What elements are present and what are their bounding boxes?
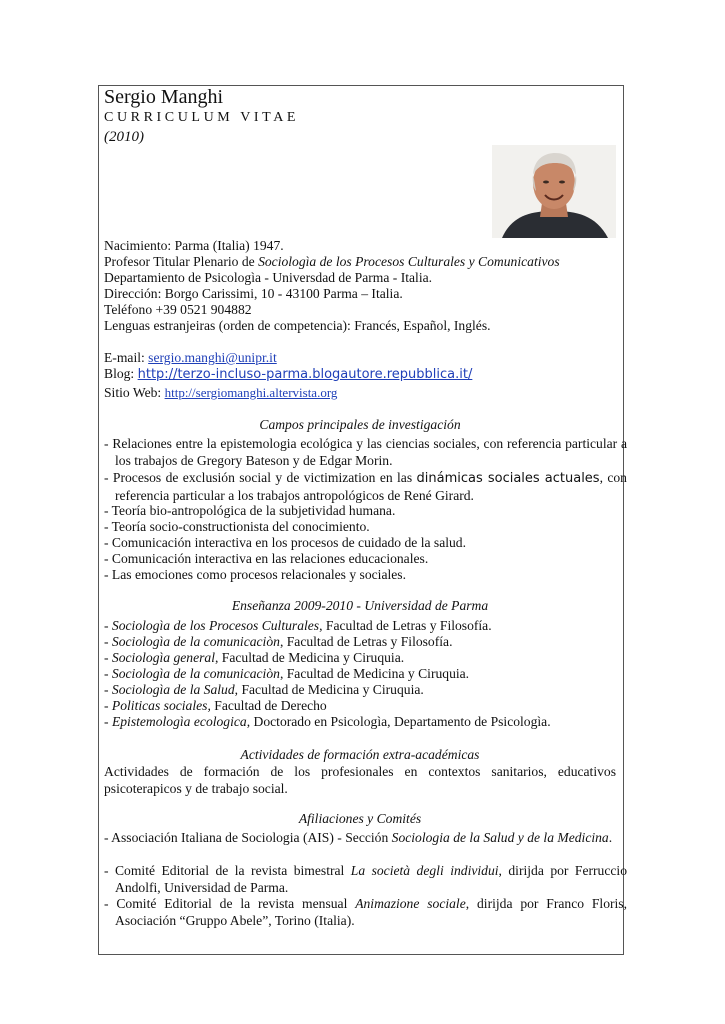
course-item xyxy=(104,714,551,730)
affiliation-part: - Associación Italiana de Sociologia (AIS) - Sección xyxy=(104,830,392,845)
affiliation-part: . xyxy=(608,830,613,845)
research-item-part: - Procesos de exclusión social y de victimization en las xyxy=(104,470,417,485)
blog-link[interactable]: http://terzo-incluso-parma.blogautore.repubblica.it/ xyxy=(137,367,473,382)
website-label: Sitio Web: xyxy=(104,385,165,400)
portrait-photo xyxy=(492,145,616,238)
birth-info: Nacimiento: Parma (Italia) 1947. xyxy=(104,238,284,253)
course-name: Epistemologìa ecologica xyxy=(111,714,247,729)
research-item: - Teoría socio-constructionista del conocimiento. xyxy=(104,519,370,534)
course-faculty: , Facultad de Medicina y Ciruquia. xyxy=(234,682,424,697)
languages: Lenguas estranjeiras (orden de competencia): Francés, Español, Inglés. xyxy=(104,318,491,333)
extra-heading: Actividades de formación extra-académicas xyxy=(240,747,480,762)
course-faculty: , Doctorado en Psicologìa, Departamento de Psicologìa. xyxy=(246,714,551,729)
affiliation-part: - Comité Editorial de la revista bimestral xyxy=(104,863,351,878)
department: Departamiento de Psicologìa - Universdad de Parma - Italia. xyxy=(104,270,433,285)
course-item xyxy=(104,618,492,634)
email-link[interactable]: sergio.manghi@unipr.it xyxy=(148,350,277,365)
research-item: - Las emociones como procesos relacionales y sociales. xyxy=(104,567,406,582)
website-line xyxy=(104,385,337,401)
research-item-part: , con referencia particular a los trabajos antropológicos de René Girard. xyxy=(115,470,627,503)
affiliation-part: , dirijda por Franco Floris, Asociación “Gruppo Abele”, Torino (Italia). xyxy=(115,896,627,928)
person-name: Sergio Manghi xyxy=(104,86,224,108)
website-link[interactable]: http://sergiomanghi.altervista.org xyxy=(164,385,338,400)
course-name: - Sociologìa de la comunicaciòn xyxy=(104,634,280,649)
blog-line xyxy=(104,366,472,383)
course-faculty: , Facultad de Letras y Filosofía. xyxy=(319,618,492,633)
email-label: E-mail: xyxy=(104,350,149,365)
affiliation-part: La società degli individui xyxy=(350,863,499,878)
course-faculty: , Facultad de Letras y Filosofía. xyxy=(279,634,453,649)
research-item: - Comunicación interactiva en las relaciones educacionales. xyxy=(104,551,429,566)
affiliation-item xyxy=(104,896,627,929)
research-item xyxy=(104,470,627,504)
cv-title: CURRICULUM VITAE xyxy=(104,110,300,125)
course-item xyxy=(104,634,452,650)
teaching-heading: Enseñanza 2009-2010 - Universidad de Parma xyxy=(231,598,489,613)
affiliation-part: - Comité Editorial de la revista mensual xyxy=(104,896,356,911)
course-name: - Sociologìa de la Salud xyxy=(104,682,235,697)
extra-text: Actividades de formación de los profesionales en contextos sanitarios, educativos psicoterapicos y de trabajo social. xyxy=(104,764,616,796)
research-item-part: dinámicas sociales actuales xyxy=(416,471,600,486)
professor-subject: Sociologìa de los Procesos Culturales y Comunicativos xyxy=(258,254,560,269)
course-item xyxy=(104,650,404,666)
course-dash: - xyxy=(104,714,112,729)
course-name: - Politicas sociales, xyxy=(104,698,211,713)
cv-year: (2010) xyxy=(104,129,144,145)
email-line xyxy=(104,350,277,366)
professor-prefix: Profesor Titular Plenario de xyxy=(104,254,259,269)
research-item: - Teoría bio-antropológica de la subjetividad humana. xyxy=(104,503,396,518)
address: Dirección: Borgo Carissimi, 10 - 43100 Parma – Italia. xyxy=(104,286,403,301)
affiliation-part: , dirijda por Ferruccio Andolfi, Universidad de Parma. xyxy=(115,863,627,895)
professor-title xyxy=(104,254,560,270)
affiliation-item xyxy=(104,863,627,896)
course-faculty: , Facultad de Medicina y Ciruquia. xyxy=(215,650,405,665)
course-name: - Sociologìa de los Procesos Culturales xyxy=(104,618,320,633)
research-item: - Relaciones entre la epistemologia ecológica y las ciencias sociales, con referencia particular a los trabajos de Gregory Bateson y de Edgar Morin. xyxy=(104,436,627,468)
course-item xyxy=(104,682,424,698)
affiliation-part: Sociologia de la Salud y de la Medicina xyxy=(391,830,609,845)
course-faculty: , Facultad de Medicina y Ciruquia. xyxy=(279,666,470,681)
course-name: - Sociologìa de la comunicaciòn xyxy=(104,666,280,681)
course-item xyxy=(104,698,327,714)
phone: Teléfono +39 0521 904882 xyxy=(104,302,252,317)
course-faculty: Facultad de Derecho xyxy=(210,698,327,713)
course-item xyxy=(104,666,469,682)
research-heading: Campos principales de investigación xyxy=(259,417,461,432)
blog-label: Blog: xyxy=(104,366,138,381)
affiliations-heading: Afiliaciones y Comités xyxy=(298,811,422,826)
affiliation-item xyxy=(104,830,627,847)
affiliation-part: Animazione sociale xyxy=(355,896,466,911)
course-name: - Sociologìa general xyxy=(104,650,215,665)
research-item: - Comunicación interactiva en los procesos de cuidado de la salud. xyxy=(104,535,467,550)
